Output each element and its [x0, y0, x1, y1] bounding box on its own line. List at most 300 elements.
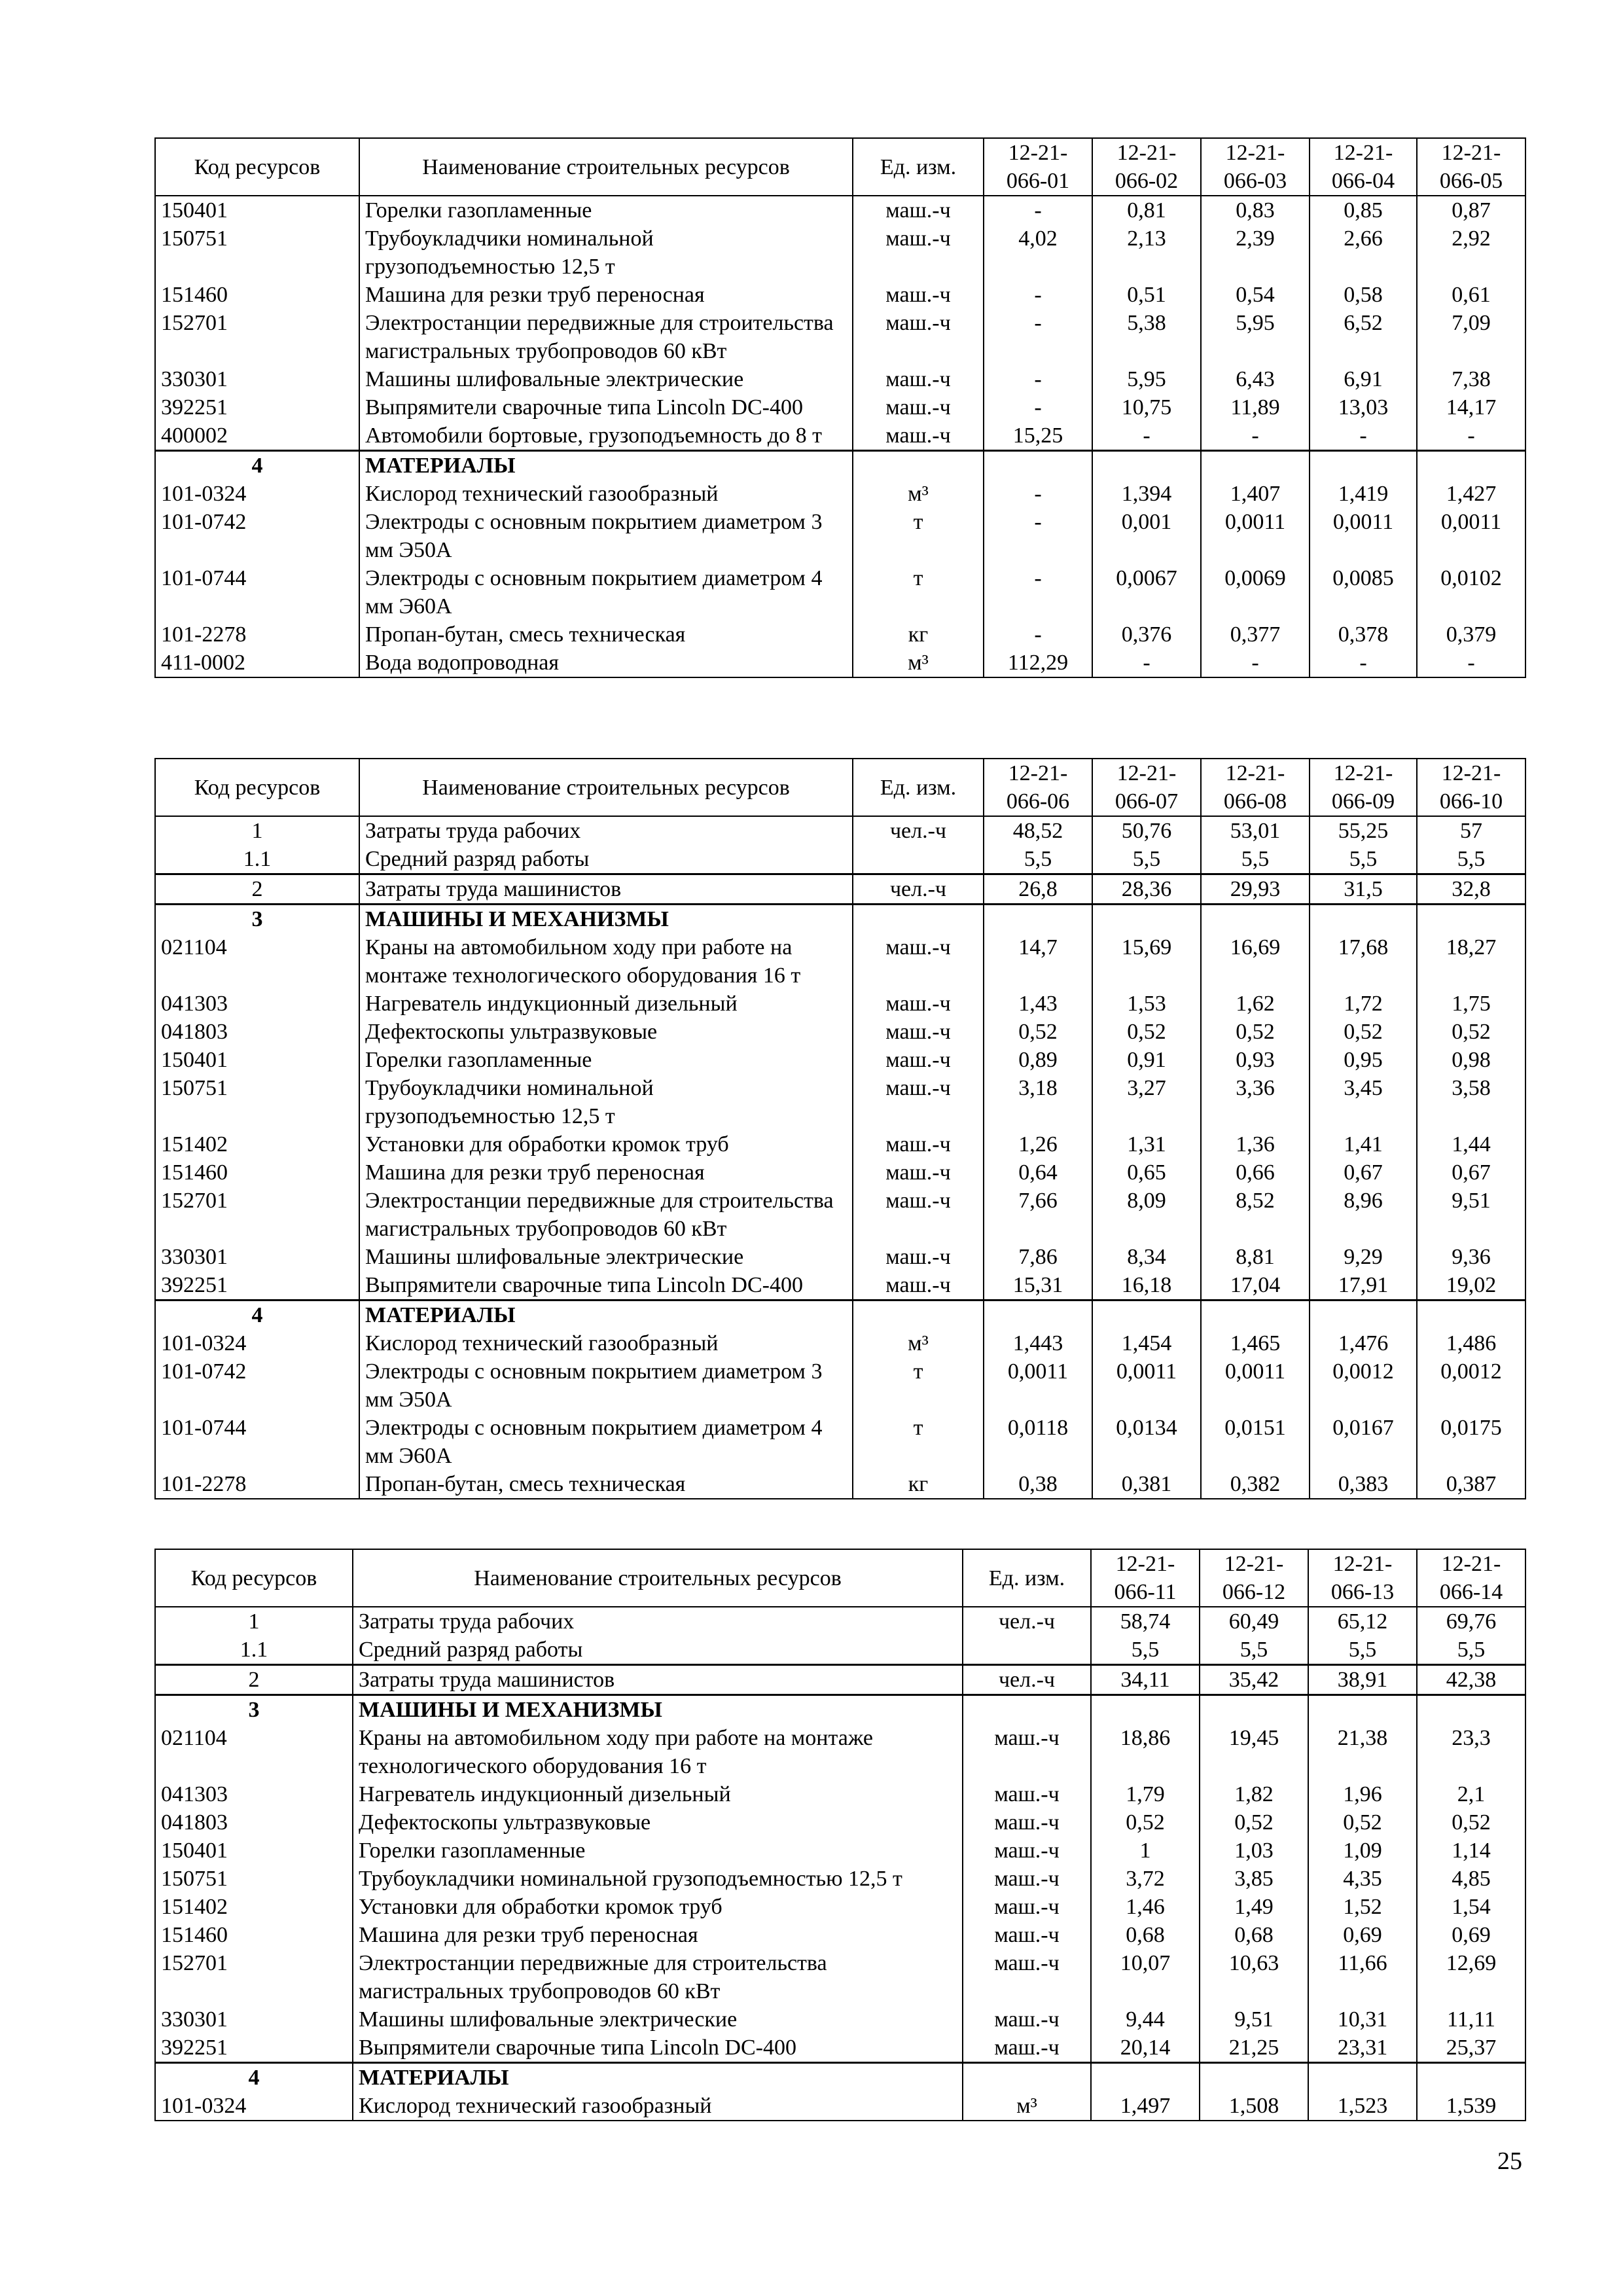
table-row — [155, 309, 1525, 365]
resource-value: 0,0151 — [1201, 1414, 1310, 1470]
resource-value: - — [984, 620, 1092, 649]
table-row — [155, 620, 1525, 649]
empty-cell — [853, 1300, 984, 1330]
header-column: 12-21- 066-11 — [1091, 1549, 1200, 1607]
resource-table-3 — [154, 1549, 1526, 2121]
empty-cell — [1308, 2063, 1417, 2092]
table-row — [155, 1357, 1525, 1414]
table-section — [155, 874, 1525, 905]
resource-value: 7,38 — [1417, 365, 1525, 393]
resource-code: 101-0742 — [155, 508, 359, 564]
resource-code: 2 — [155, 874, 359, 905]
resource-value: 1,486 — [1417, 1329, 1525, 1357]
resource-value: 3,36 — [1201, 1074, 1310, 1130]
resource-value: 112,29 — [984, 649, 1092, 677]
resource-name: Дефектоскопы ультразвуковые — [359, 1018, 853, 1046]
empty-cell — [963, 2063, 1091, 2092]
resource-value: 10,63 — [1200, 1949, 1308, 2005]
resource-value: - — [1417, 422, 1525, 451]
resource-name: Нагреватель индукционный дизельный — [359, 990, 853, 1018]
resource-value: 19,45 — [1200, 1724, 1308, 1780]
resource-value: 3,27 — [1092, 1074, 1201, 1130]
resource-value: - — [984, 564, 1092, 620]
resource-name: Дефектоскопы ультразвуковые — [353, 1808, 963, 1837]
resource-value: 23,3 — [1417, 1724, 1525, 1780]
resource-unit: маш.-ч — [853, 933, 984, 990]
empty-cell — [1417, 1695, 1525, 1725]
table-row — [155, 1724, 1525, 1780]
table-row — [155, 365, 1525, 393]
empty-cell — [984, 905, 1092, 934]
resource-value: 4,35 — [1308, 1865, 1417, 1893]
empty-cell — [1092, 1300, 1201, 1330]
table-row — [155, 1470, 1525, 1499]
resource-value: 0,0069 — [1201, 564, 1310, 620]
resource-name: Машины шлифовальные электрические — [359, 1243, 853, 1271]
table-row — [155, 1046, 1525, 1074]
resource-value: 0,52 — [984, 1018, 1092, 1046]
resource-value: 2,66 — [1310, 224, 1417, 281]
resource-value: 0,81 — [1092, 196, 1201, 224]
resource-value: 0,378 — [1310, 620, 1417, 649]
empty-cell — [1201, 451, 1310, 480]
resource-unit — [963, 1636, 1091, 1665]
resource-unit: кг — [853, 620, 984, 649]
resource-value: - — [1092, 422, 1201, 451]
empty-cell — [1308, 1695, 1417, 1725]
resource-value: 0,0011 — [1092, 1357, 1201, 1414]
resource-value: 21,25 — [1200, 2034, 1308, 2063]
resource-name: Краны на автомобильном ходу при работе на монтаже технологического оборудования 16 т — [353, 1724, 963, 1780]
resource-value: 9,51 — [1200, 2005, 1308, 2034]
resource-value: 0,0011 — [1201, 1357, 1310, 1414]
resource-value: 15,25 — [984, 422, 1092, 451]
resource-value: 0,51 — [1092, 281, 1201, 309]
table-row — [155, 1949, 1525, 2005]
resource-value: 0,381 — [1092, 1470, 1201, 1499]
resource-value: 1,79 — [1091, 1780, 1200, 1808]
header-column: 12-21- 066-01 — [984, 138, 1092, 196]
resource-code: 400002 — [155, 422, 359, 451]
resource-code: 101-0744 — [155, 564, 359, 620]
resource-value: 16,69 — [1201, 933, 1310, 990]
resource-value: 11,66 — [1308, 1949, 1417, 2005]
resource-unit: м³ — [853, 1329, 984, 1357]
table-row — [155, 1329, 1525, 1357]
resource-value: 25,37 — [1417, 2034, 1525, 2063]
resource-value: 0,0167 — [1310, 1414, 1417, 1470]
resource-value: - — [1092, 649, 1201, 677]
resource-value: 2,92 — [1417, 224, 1525, 281]
resource-value: 31,5 — [1310, 874, 1417, 905]
resource-value: 6,43 — [1201, 365, 1310, 393]
resource-value: 5,38 — [1092, 309, 1201, 365]
resource-unit: маш.-ч — [853, 309, 984, 365]
empty-cell — [1417, 2063, 1525, 2092]
resource-code: 330301 — [155, 365, 359, 393]
resource-value: 58,74 — [1091, 1607, 1200, 1636]
resource-unit: маш.-ч — [853, 1271, 984, 1300]
resource-value: 1,43 — [984, 990, 1092, 1018]
table-row — [155, 393, 1525, 422]
header-column: 12-21- 066-02 — [1092, 138, 1201, 196]
resource-value: 0,89 — [984, 1046, 1092, 1074]
header-column: 12-21- 066-12 — [1200, 1549, 1308, 1607]
resource-value: 9,51 — [1417, 1187, 1525, 1243]
table-section — [155, 196, 1525, 451]
header-unit: Ед. изм. — [853, 138, 984, 196]
resource-value: 0,387 — [1417, 1470, 1525, 1499]
resource-unit: маш.-ч — [853, 1018, 984, 1046]
resource-value: 42,38 — [1417, 1665, 1525, 1695]
resource-value: 0,52 — [1200, 1808, 1308, 1837]
resource-value: - — [984, 365, 1092, 393]
section-title: МАТЕРИАЛЫ — [353, 2063, 963, 2092]
section-heading-row — [155, 451, 1525, 480]
resource-unit: маш.-ч — [963, 2034, 1091, 2063]
resource-unit: маш.-ч — [853, 224, 984, 281]
resource-value: 0,87 — [1417, 196, 1525, 224]
resource-unit: маш.-ч — [963, 1780, 1091, 1808]
table-row — [155, 1665, 1525, 1695]
resource-value: 18,27 — [1417, 933, 1525, 990]
resource-value: 1,497 — [1091, 2092, 1200, 2121]
resource-unit: маш.-ч — [853, 990, 984, 1018]
resource-name: Трубоукладчики номинальной грузоподъемностью 12,5 т — [359, 1074, 853, 1130]
resource-code: 392251 — [155, 1271, 359, 1300]
resource-value: 1,539 — [1417, 2092, 1525, 2121]
header-code: Код ресурсов — [155, 1549, 353, 1607]
table-section — [155, 1607, 1525, 1665]
resource-name: Кислород технический газообразный — [359, 1329, 853, 1357]
resource-name: Горелки газопламенные — [353, 1837, 963, 1865]
resource-value: 0,98 — [1417, 1046, 1525, 1074]
resource-value: 10,07 — [1091, 1949, 1200, 2005]
resource-name: Краны на автомобильном ходу при работе на монтаже технологического оборудования 16 т — [359, 933, 853, 990]
resource-value: 18,86 — [1091, 1724, 1200, 1780]
header-column: 12-21- 066-14 — [1417, 1549, 1525, 1607]
resource-value: 0,0012 — [1417, 1357, 1525, 1414]
resource-value: 0,95 — [1310, 1046, 1417, 1074]
resource-table-2 — [154, 758, 1526, 1499]
resource-value: 1,26 — [984, 1130, 1092, 1158]
resource-value: 20,14 — [1091, 2034, 1200, 2063]
resource-value: 50,76 — [1092, 816, 1201, 845]
resource-value: 2,13 — [1092, 224, 1201, 281]
section-heading-row — [155, 2063, 1525, 2092]
table-section — [155, 816, 1525, 874]
resource-value: 5,95 — [1092, 365, 1201, 393]
header-code: Код ресурсов — [155, 138, 359, 196]
resource-value: 60,49 — [1200, 1607, 1308, 1636]
resource-unit: маш.-ч — [963, 1808, 1091, 1837]
resource-value: 1,52 — [1308, 1893, 1417, 1921]
resource-value: 16,18 — [1092, 1271, 1201, 1300]
resource-code: 1 — [155, 816, 359, 845]
resource-code: 021104 — [155, 1724, 353, 1780]
empty-cell — [963, 1695, 1091, 1725]
resource-code: 101-0324 — [155, 2092, 353, 2121]
resource-value: 0,376 — [1092, 620, 1201, 649]
resource-code: 101-0324 — [155, 480, 359, 508]
resource-code: 330301 — [155, 2005, 353, 2034]
table-row — [155, 874, 1525, 905]
resource-value: 5,5 — [1201, 845, 1310, 874]
resource-code: 101-2278 — [155, 620, 359, 649]
resource-value: - — [1201, 649, 1310, 677]
resource-name: Машина для резки труб переносная — [359, 281, 853, 309]
resource-value: 5,5 — [1092, 845, 1201, 874]
table-section — [155, 451, 1525, 678]
resource-code: 021104 — [155, 933, 359, 990]
table-section — [155, 905, 1525, 1300]
empty-cell — [1417, 451, 1525, 480]
resource-code: 150401 — [155, 1046, 359, 1074]
resource-value: 34,11 — [1091, 1665, 1200, 1695]
resource-name: Затраты труда рабочих — [353, 1607, 963, 1636]
resource-value: 15,69 — [1092, 933, 1201, 990]
resource-unit: чел.-ч — [963, 1607, 1091, 1636]
table-row — [155, 1158, 1525, 1187]
resource-value: 48,52 — [984, 816, 1092, 845]
table-row — [155, 508, 1525, 564]
header-column: 12-21- 066-09 — [1310, 759, 1417, 816]
resource-code: 150751 — [155, 224, 359, 281]
resource-value: 1,508 — [1200, 2092, 1308, 2121]
resource-code: 101-0744 — [155, 1414, 359, 1470]
resource-value: 4,85 — [1417, 1865, 1525, 1893]
table-row — [155, 1808, 1525, 1837]
resource-value: 38,91 — [1308, 1665, 1417, 1695]
table-row — [155, 816, 1525, 845]
resource-name: Установки для обработки кромок труб — [353, 1893, 963, 1921]
resource-unit: т — [853, 564, 984, 620]
resource-unit: м³ — [853, 649, 984, 677]
resource-value: 0,69 — [1308, 1921, 1417, 1949]
empty-cell — [1310, 451, 1417, 480]
resource-value: 0,0011 — [1417, 508, 1525, 564]
resource-value: 0,52 — [1417, 1808, 1525, 1837]
resource-value: 0,0067 — [1092, 564, 1201, 620]
table-row — [155, 2005, 1525, 2034]
table-section — [155, 1300, 1525, 1499]
section-title: МАШИНЫ И МЕХАНИЗМЫ — [353, 1695, 963, 1725]
resource-unit: маш.-ч — [853, 196, 984, 224]
section-title: МАТЕРИАЛЫ — [359, 451, 853, 480]
header-column: 12-21- 066-10 — [1417, 759, 1525, 816]
resource-name: Выпрямители сварочные типа Lincoln DC-400 — [359, 1271, 853, 1300]
resource-value: 1,44 — [1417, 1130, 1525, 1158]
resource-value: 1,31 — [1092, 1130, 1201, 1158]
resource-name: Установки для обработки кромок труб — [359, 1130, 853, 1158]
resource-unit: чел.-ч — [963, 1665, 1091, 1695]
resource-value: 1,82 — [1200, 1780, 1308, 1808]
resource-value: 0,69 — [1417, 1921, 1525, 1949]
resource-name: Кислород технический газообразный — [359, 480, 853, 508]
table-row — [155, 2092, 1525, 2121]
table-row — [155, 933, 1525, 990]
resource-code: 041303 — [155, 1780, 353, 1808]
resource-value: 0,67 — [1417, 1158, 1525, 1187]
table-row — [155, 196, 1525, 224]
resource-value: 7,86 — [984, 1243, 1092, 1271]
resource-name: Трубоукладчики номинальной грузоподъемностью 12,5 т — [359, 224, 853, 281]
table-section — [155, 1695, 1525, 2063]
empty-cell — [1201, 1300, 1310, 1330]
resource-value: 17,68 — [1310, 933, 1417, 990]
resource-value: 0,52 — [1092, 1018, 1201, 1046]
empty-cell — [1417, 1300, 1525, 1330]
resource-value: 0,0085 — [1310, 564, 1417, 620]
resource-unit: маш.-ч — [963, 1949, 1091, 2005]
resource-value: 14,17 — [1417, 393, 1525, 422]
resource-value: 0,0175 — [1417, 1414, 1525, 1470]
resource-value: 32,8 — [1417, 874, 1525, 905]
resource-value: 17,04 — [1201, 1271, 1310, 1300]
header-unit: Ед. изм. — [853, 759, 984, 816]
page-number: 25 — [1497, 2147, 1522, 2175]
resource-value: 0,377 — [1201, 620, 1310, 649]
resource-unit: маш.-ч — [853, 1074, 984, 1130]
resource-value: 19,02 — [1417, 1271, 1525, 1300]
resource-name: Выпрямители сварочные типа Lincoln DC-400 — [353, 2034, 963, 2063]
empty-cell — [984, 451, 1092, 480]
resource-value: 1,09 — [1308, 1837, 1417, 1865]
resource-value: 9,44 — [1091, 2005, 1200, 2034]
resource-value: - — [984, 281, 1092, 309]
resource-value: 65,12 — [1308, 1607, 1417, 1636]
table-header-row — [155, 759, 1525, 816]
table-row — [155, 1243, 1525, 1271]
resource-value: 0,0011 — [1201, 508, 1310, 564]
resource-value: 0,68 — [1200, 1921, 1308, 1949]
empty-cell — [1091, 1695, 1200, 1725]
header-column: 12-21- 066-08 — [1201, 759, 1310, 816]
table-header-row — [155, 138, 1525, 196]
resource-code: 411-0002 — [155, 649, 359, 677]
resource-unit: м³ — [853, 480, 984, 508]
resource-name: Пропан-бутан, смесь техническая — [359, 1470, 853, 1499]
resource-code: 1.1 — [155, 845, 359, 874]
table-row — [155, 1921, 1525, 1949]
resource-value: 8,34 — [1092, 1243, 1201, 1271]
table-row — [155, 1780, 1525, 1808]
table-row — [155, 990, 1525, 1018]
section-number: 4 — [155, 451, 359, 480]
section-number: 4 — [155, 2063, 353, 2092]
resource-value: 1,46 — [1091, 1893, 1200, 1921]
table-section — [155, 1665, 1525, 1695]
resource-value: 5,95 — [1201, 309, 1310, 365]
resource-value: 0,52 — [1091, 1808, 1200, 1837]
resource-value: 4,02 — [984, 224, 1092, 281]
resource-unit: маш.-ч — [963, 1893, 1091, 1921]
resource-value: 6,91 — [1310, 365, 1417, 393]
resource-value: 8,81 — [1201, 1243, 1310, 1271]
resource-value: 0,65 — [1092, 1158, 1201, 1187]
resource-code: 041803 — [155, 1808, 353, 1837]
resource-value: 3,58 — [1417, 1074, 1525, 1130]
resource-value: 0,379 — [1417, 620, 1525, 649]
resource-value: 1,454 — [1092, 1329, 1201, 1357]
resource-name: Затраты труда машинистов — [359, 874, 853, 905]
resource-value: 0,0011 — [1310, 508, 1417, 564]
table-row — [155, 1607, 1525, 1636]
resource-value: 0,64 — [984, 1158, 1092, 1187]
header-code: Код ресурсов — [155, 759, 359, 816]
resource-name: Вода водопроводная — [359, 649, 853, 677]
resource-value: 1,407 — [1201, 480, 1310, 508]
resource-name: Горелки газопламенные — [359, 196, 853, 224]
resource-value: 21,38 — [1308, 1724, 1417, 1780]
resource-value: - — [984, 196, 1092, 224]
empty-cell — [984, 1300, 1092, 1330]
resource-value: 0,68 — [1091, 1921, 1200, 1949]
resource-value: 0,66 — [1201, 1158, 1310, 1187]
resource-value: 2,39 — [1201, 224, 1310, 281]
resource-value: 1,72 — [1310, 990, 1417, 1018]
resource-value: 1,427 — [1417, 480, 1525, 508]
table-row — [155, 224, 1525, 281]
resource-value: 7,66 — [984, 1187, 1092, 1243]
resource-value: 6,52 — [1310, 309, 1417, 365]
resource-code: 151460 — [155, 1158, 359, 1187]
resource-name: Машина для резки труб переносная — [353, 1921, 963, 1949]
resource-unit: маш.-ч — [963, 1921, 1091, 1949]
resource-unit: кг — [853, 1470, 984, 1499]
resource-name: Машина для резки труб переносная — [359, 1158, 853, 1187]
resource-value: 1,49 — [1200, 1893, 1308, 1921]
resource-value: 10,31 — [1308, 2005, 1417, 2034]
resource-name: Электростанции передвижные для строительства магистральных трубопроводов 60 кВт — [359, 309, 853, 365]
resource-unit: маш.-ч — [853, 1130, 984, 1158]
resource-value: 1,36 — [1201, 1130, 1310, 1158]
header-unit: Ед. изм. — [963, 1549, 1091, 1607]
resource-unit: маш.-ч — [853, 1158, 984, 1187]
resource-unit: маш.-ч — [963, 1724, 1091, 1780]
resource-name: Средний разряд работы — [353, 1636, 963, 1665]
resource-unit: маш.-ч — [853, 1187, 984, 1243]
resource-value: 3,85 — [1200, 1865, 1308, 1893]
resource-value: 9,29 — [1310, 1243, 1417, 1271]
resource-unit: т — [853, 1357, 984, 1414]
resource-value: 0,93 — [1201, 1046, 1310, 1074]
header-column: 12-21- 066-05 — [1417, 138, 1525, 196]
resource-value: 0,58 — [1310, 281, 1417, 309]
section-number: 3 — [155, 1695, 353, 1725]
resource-unit: маш.-ч — [853, 281, 984, 309]
resource-unit: маш.-ч — [853, 422, 984, 451]
resource-value: 1,62 — [1201, 990, 1310, 1018]
resource-value: - — [1417, 649, 1525, 677]
resource-unit: маш.-ч — [963, 2005, 1091, 2034]
empty-cell — [1091, 2063, 1200, 2092]
resource-value: 15,31 — [984, 1271, 1092, 1300]
resource-code: 151460 — [155, 281, 359, 309]
resource-unit — [853, 845, 984, 874]
resource-value: 1,75 — [1417, 990, 1525, 1018]
resource-name: Нагреватель индукционный дизельный — [353, 1780, 963, 1808]
section-title: МАШИНЫ И МЕХАНИЗМЫ — [359, 905, 853, 934]
resource-name: Трубоукладчики номинальной грузоподъемностью 12,5 т — [353, 1865, 963, 1893]
resource-code: 150401 — [155, 196, 359, 224]
resource-name: Электроды с основным покрытием диаметром 3 мм Э50А — [359, 1357, 853, 1414]
resource-name: Горелки газопламенные — [359, 1046, 853, 1074]
header-column: 12-21- 066-07 — [1092, 759, 1201, 816]
resource-value: 0,52 — [1417, 1018, 1525, 1046]
resource-value: - — [984, 480, 1092, 508]
table-row — [155, 1414, 1525, 1470]
